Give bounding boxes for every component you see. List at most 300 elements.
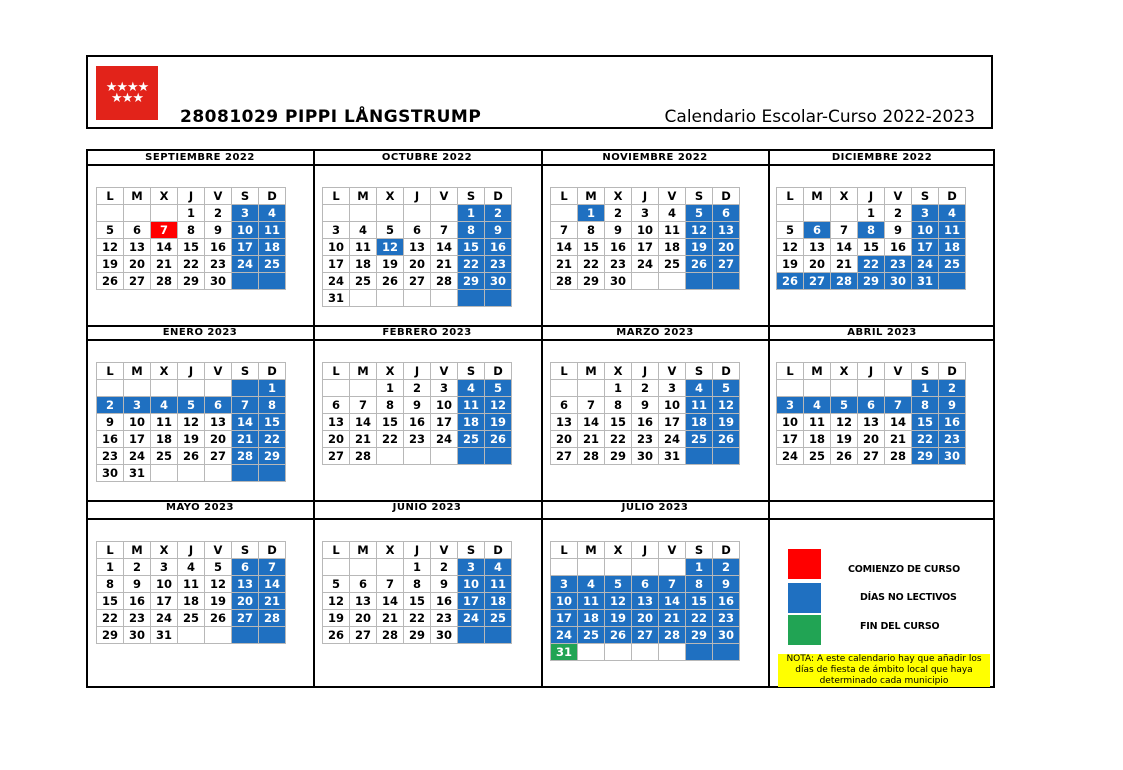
- day-cell: 23: [97, 448, 124, 465]
- weekday-label: M: [350, 188, 377, 205]
- empty-cell: [232, 273, 259, 290]
- day-cell: 12: [323, 593, 350, 610]
- weekday-label: V: [885, 188, 912, 205]
- day-cell: 8: [259, 397, 286, 414]
- day-cell: 8: [404, 576, 431, 593]
- day-cell: 11: [458, 397, 485, 414]
- day-cell: 10: [124, 414, 151, 431]
- day-cell: 9: [632, 397, 659, 414]
- day-cell: 18: [804, 431, 831, 448]
- day-cell: 14: [431, 239, 458, 256]
- weekday-label: V: [205, 188, 232, 205]
- day-cell: 23: [632, 431, 659, 448]
- day-cell: 30: [431, 627, 458, 644]
- day-cell: 16: [431, 593, 458, 610]
- day-cell: 10: [912, 222, 939, 239]
- day-cell: 21: [551, 256, 578, 273]
- weekday-header-row: [97, 188, 286, 205]
- weekday-label: J: [178, 363, 205, 380]
- empty-cell: [124, 380, 151, 397]
- empty-cell: [350, 290, 377, 307]
- weekday-header-row: [777, 363, 966, 380]
- day-cell: 4: [485, 559, 512, 576]
- empty-cell: [485, 448, 512, 465]
- day-cell: 6: [232, 559, 259, 576]
- empty-cell: [232, 465, 259, 482]
- week-row: [97, 465, 286, 482]
- week-row: [551, 256, 740, 273]
- weekday-label: J: [858, 363, 885, 380]
- day-cell: 3: [323, 222, 350, 239]
- day-cell: 18: [939, 239, 966, 256]
- day-cell: 21: [659, 610, 686, 627]
- empty-cell: [151, 465, 178, 482]
- day-cell: 15: [404, 593, 431, 610]
- weekday-label: X: [377, 542, 404, 559]
- weekday-label: M: [578, 188, 605, 205]
- day-cell: 13: [124, 239, 151, 256]
- week-row: [97, 380, 286, 397]
- week-row: [777, 414, 966, 431]
- day-cell: 30: [605, 273, 632, 290]
- day-cell: 7: [151, 222, 178, 239]
- day-cell: 30: [939, 448, 966, 465]
- day-cell: 12: [777, 239, 804, 256]
- weekday-header-row: [323, 188, 512, 205]
- day-cell: 11: [350, 239, 377, 256]
- day-cell: 25: [659, 256, 686, 273]
- day-cell: 17: [659, 414, 686, 431]
- row-divider: [88, 518, 993, 520]
- day-cell: 16: [939, 414, 966, 431]
- day-cell: 20: [858, 431, 885, 448]
- day-cell: 10: [632, 222, 659, 239]
- day-cell: 8: [377, 397, 404, 414]
- weekday-label: X: [377, 188, 404, 205]
- day-cell: 12: [686, 222, 713, 239]
- weekday-label: D: [713, 542, 740, 559]
- day-cell: 8: [578, 222, 605, 239]
- week-row: [97, 431, 286, 448]
- weekday-label: X: [605, 542, 632, 559]
- day-cell: 13: [404, 239, 431, 256]
- day-cell: 23: [485, 256, 512, 273]
- day-cell: 14: [259, 576, 286, 593]
- day-cell: 19: [605, 610, 632, 627]
- day-cell: 24: [323, 273, 350, 290]
- day-cell: 25: [259, 256, 286, 273]
- day-cell: 22: [377, 431, 404, 448]
- empty-cell: [205, 627, 232, 644]
- weekday-label: S: [458, 363, 485, 380]
- weekday-label: D: [485, 542, 512, 559]
- day-cell: 8: [605, 397, 632, 414]
- empty-cell: [404, 290, 431, 307]
- day-cell: 18: [178, 593, 205, 610]
- weekday-label: J: [404, 188, 431, 205]
- weekday-header-row: [97, 542, 286, 559]
- month-title: ENERO 2023: [162, 327, 238, 338]
- empty-cell: [377, 205, 404, 222]
- day-cell: 16: [713, 593, 740, 610]
- day-cell: 27: [404, 273, 431, 290]
- legend-start-label: COMIENZO DE CURSO: [848, 564, 960, 575]
- day-cell: 3: [659, 380, 686, 397]
- week-row: [551, 205, 740, 222]
- empty-cell: [97, 380, 124, 397]
- day-cell: 19: [485, 414, 512, 431]
- week-row: [777, 273, 966, 290]
- month-calendar: [96, 187, 286, 290]
- day-cell: 23: [713, 610, 740, 627]
- empty-cell: [777, 380, 804, 397]
- day-cell: 12: [605, 593, 632, 610]
- empty-cell: [804, 380, 831, 397]
- day-cell: 6: [350, 576, 377, 593]
- day-cell: 20: [404, 256, 431, 273]
- day-cell: 3: [551, 576, 578, 593]
- day-cell: 8: [912, 397, 939, 414]
- week-row: [323, 448, 512, 465]
- day-cell: 7: [659, 576, 686, 593]
- day-cell: 12: [205, 576, 232, 593]
- school-name: 28081029 PIPPI LÅNGSTRUMP: [180, 107, 482, 127]
- week-row: [97, 273, 286, 290]
- day-cell: 6: [404, 222, 431, 239]
- day-cell: 16: [605, 239, 632, 256]
- day-cell: 11: [939, 222, 966, 239]
- day-cell: 3: [912, 205, 939, 222]
- weekday-label: J: [178, 188, 205, 205]
- empty-cell: [377, 290, 404, 307]
- day-cell: 21: [431, 256, 458, 273]
- month-title: FEBRERO 2023: [382, 327, 472, 338]
- day-cell: 28: [151, 273, 178, 290]
- weekday-label: V: [659, 542, 686, 559]
- day-cell: 2: [485, 205, 512, 222]
- day-cell: 1: [458, 205, 485, 222]
- day-cell: 22: [259, 431, 286, 448]
- day-cell: 29: [97, 627, 124, 644]
- day-cell: 30: [205, 273, 232, 290]
- day-cell: 9: [404, 397, 431, 414]
- day-cell: 8: [458, 222, 485, 239]
- empty-cell: [605, 559, 632, 576]
- empty-cell: [458, 290, 485, 307]
- week-row: [97, 610, 286, 627]
- weekday-label: S: [686, 542, 713, 559]
- weekday-label: S: [458, 188, 485, 205]
- day-cell: 4: [939, 205, 966, 222]
- day-cell: 5: [831, 397, 858, 414]
- day-cell: 10: [151, 576, 178, 593]
- day-cell: 20: [205, 431, 232, 448]
- day-cell: 16: [885, 239, 912, 256]
- legend-end-swatch: [788, 615, 821, 645]
- empty-cell: [551, 205, 578, 222]
- weekday-label: X: [605, 363, 632, 380]
- day-cell: 20: [713, 239, 740, 256]
- day-cell: 5: [605, 576, 632, 593]
- empty-cell: [804, 205, 831, 222]
- weekday-label: D: [713, 188, 740, 205]
- weekday-label: J: [178, 542, 205, 559]
- day-cell: 26: [97, 273, 124, 290]
- week-row: [97, 205, 286, 222]
- day-cell: 25: [151, 448, 178, 465]
- weekday-label: S: [912, 188, 939, 205]
- day-cell: 9: [885, 222, 912, 239]
- day-cell: 14: [659, 593, 686, 610]
- weekday-label: S: [232, 542, 259, 559]
- weekday-label: X: [151, 542, 178, 559]
- day-cell: 21: [885, 431, 912, 448]
- weekday-label: M: [350, 542, 377, 559]
- week-row: [323, 414, 512, 431]
- empty-cell: [232, 627, 259, 644]
- day-cell: 21: [232, 431, 259, 448]
- weekday-label: D: [485, 363, 512, 380]
- week-row: [323, 239, 512, 256]
- day-cell: 22: [686, 610, 713, 627]
- day-cell: 12: [831, 414, 858, 431]
- day-cell: 20: [551, 431, 578, 448]
- day-cell: 28: [578, 448, 605, 465]
- weekday-label: L: [551, 363, 578, 380]
- day-cell: 11: [151, 414, 178, 431]
- week-row: [97, 627, 286, 644]
- week-row: [323, 576, 512, 593]
- weekday-label: J: [404, 542, 431, 559]
- empty-cell: [259, 465, 286, 482]
- day-cell: 9: [205, 222, 232, 239]
- empty-cell: [377, 448, 404, 465]
- weekday-label: V: [205, 363, 232, 380]
- empty-cell: [323, 559, 350, 576]
- empty-cell: [686, 448, 713, 465]
- day-cell: 19: [205, 593, 232, 610]
- day-cell: 2: [885, 205, 912, 222]
- day-cell: 6: [205, 397, 232, 414]
- month-calendar: [776, 187, 966, 290]
- day-cell: 25: [458, 431, 485, 448]
- day-cell: 24: [151, 610, 178, 627]
- weekday-label: S: [912, 363, 939, 380]
- day-cell: 26: [178, 448, 205, 465]
- empty-cell: [178, 465, 205, 482]
- weekday-header-row: [551, 542, 740, 559]
- day-cell: 13: [804, 239, 831, 256]
- day-cell: 4: [686, 380, 713, 397]
- day-cell: 29: [858, 273, 885, 290]
- weekday-label: S: [232, 363, 259, 380]
- day-cell: 25: [939, 256, 966, 273]
- empty-cell: [323, 205, 350, 222]
- weekday-label: J: [404, 363, 431, 380]
- day-cell: 6: [551, 397, 578, 414]
- week-row: [97, 576, 286, 593]
- day-cell: 2: [205, 205, 232, 222]
- empty-cell: [605, 644, 632, 661]
- week-row: [777, 448, 966, 465]
- day-cell: 28: [350, 448, 377, 465]
- empty-cell: [659, 559, 686, 576]
- day-cell: 15: [377, 414, 404, 431]
- day-cell: 28: [659, 627, 686, 644]
- day-cell: 9: [713, 576, 740, 593]
- week-row: [551, 448, 740, 465]
- day-cell: 21: [350, 431, 377, 448]
- weekday-label: X: [377, 363, 404, 380]
- weekday-label: L: [777, 188, 804, 205]
- empty-cell: [458, 448, 485, 465]
- week-row: [777, 431, 966, 448]
- day-cell: 26: [377, 273, 404, 290]
- week-row: [323, 627, 512, 644]
- day-cell: 26: [777, 273, 804, 290]
- week-row: [551, 273, 740, 290]
- month-title: MAYO 2023: [166, 502, 234, 513]
- week-row: [777, 222, 966, 239]
- day-cell: 30: [632, 448, 659, 465]
- week-row: [97, 239, 286, 256]
- day-cell: 29: [404, 627, 431, 644]
- week-row: [551, 644, 740, 661]
- day-cell: 23: [124, 610, 151, 627]
- day-cell: 14: [232, 414, 259, 431]
- day-cell: 29: [458, 273, 485, 290]
- day-cell: 30: [713, 627, 740, 644]
- weekday-label: L: [97, 188, 124, 205]
- month-calendar: [322, 362, 512, 465]
- weekday-label: L: [777, 363, 804, 380]
- logo-stars-top: ★★★★: [105, 80, 149, 95]
- day-cell: 15: [578, 239, 605, 256]
- day-cell: 17: [232, 239, 259, 256]
- day-cell: 18: [686, 414, 713, 431]
- day-cell: 22: [858, 256, 885, 273]
- day-cell: 1: [404, 559, 431, 576]
- weekday-label: D: [939, 188, 966, 205]
- week-row: [97, 559, 286, 576]
- day-cell: 2: [431, 559, 458, 576]
- weekday-label: L: [97, 542, 124, 559]
- day-cell: 6: [632, 576, 659, 593]
- empty-cell: [551, 380, 578, 397]
- day-cell: 11: [578, 593, 605, 610]
- empty-cell: [458, 627, 485, 644]
- month-title: OCTUBRE 2022: [381, 152, 473, 163]
- day-cell: 16: [485, 239, 512, 256]
- day-cell: 10: [458, 576, 485, 593]
- logo-stars-bottom: ★★★: [111, 91, 143, 106]
- day-cell: 5: [485, 380, 512, 397]
- day-cell: 27: [350, 627, 377, 644]
- day-cell: 12: [713, 397, 740, 414]
- day-cell: 10: [777, 414, 804, 431]
- day-cell: 25: [804, 448, 831, 465]
- day-cell: 23: [205, 256, 232, 273]
- day-cell: 3: [777, 397, 804, 414]
- weekday-label: V: [659, 188, 686, 205]
- weekday-header-row: [323, 542, 512, 559]
- day-cell: 5: [377, 222, 404, 239]
- empty-cell: [777, 205, 804, 222]
- day-cell: 28: [259, 610, 286, 627]
- day-cell: 23: [431, 610, 458, 627]
- day-cell: 7: [885, 397, 912, 414]
- weekday-label: L: [323, 188, 350, 205]
- day-cell: 30: [485, 273, 512, 290]
- day-cell: 11: [485, 576, 512, 593]
- day-cell: 24: [124, 448, 151, 465]
- day-cell: 29: [686, 627, 713, 644]
- week-row: [551, 559, 740, 576]
- empty-cell: [632, 559, 659, 576]
- column-divider: [768, 151, 770, 686]
- day-cell: 28: [885, 448, 912, 465]
- day-cell: 1: [686, 559, 713, 576]
- empty-cell: [485, 627, 512, 644]
- day-cell: 23: [404, 431, 431, 448]
- row-divider: [88, 339, 993, 341]
- day-cell: 24: [232, 256, 259, 273]
- weekday-label: S: [458, 542, 485, 559]
- month-title: ABRIL 2023: [847, 327, 917, 338]
- weekday-label: X: [831, 188, 858, 205]
- day-cell: 18: [578, 610, 605, 627]
- day-cell: 12: [178, 414, 205, 431]
- day-cell: 23: [885, 256, 912, 273]
- day-cell: 22: [97, 610, 124, 627]
- day-cell: 31: [551, 644, 578, 661]
- day-cell: 17: [458, 593, 485, 610]
- day-cell: 17: [777, 431, 804, 448]
- day-cell: 29: [259, 448, 286, 465]
- day-cell: 4: [350, 222, 377, 239]
- day-cell: 12: [377, 239, 404, 256]
- empty-cell: [404, 205, 431, 222]
- day-cell: 1: [858, 205, 885, 222]
- day-cell: 8: [686, 576, 713, 593]
- weekday-label: S: [686, 188, 713, 205]
- day-cell: 18: [259, 239, 286, 256]
- day-cell: 14: [151, 239, 178, 256]
- weekday-label: D: [259, 542, 286, 559]
- day-cell: 20: [232, 593, 259, 610]
- month-title: MARZO 2023: [616, 327, 694, 338]
- day-cell: 26: [485, 431, 512, 448]
- legend-start-swatch: [788, 549, 821, 579]
- day-cell: 30: [97, 465, 124, 482]
- weekday-label: J: [632, 363, 659, 380]
- day-cell: 1: [912, 380, 939, 397]
- day-cell: 1: [578, 205, 605, 222]
- empty-cell: [259, 273, 286, 290]
- week-row: [777, 256, 966, 273]
- weekday-label: V: [885, 363, 912, 380]
- day-cell: 5: [97, 222, 124, 239]
- month-calendar: [776, 362, 966, 465]
- day-cell: 15: [259, 414, 286, 431]
- weekday-label: D: [259, 188, 286, 205]
- day-cell: 6: [323, 397, 350, 414]
- day-cell: 9: [431, 576, 458, 593]
- weekday-label: V: [431, 188, 458, 205]
- weekday-label: V: [431, 542, 458, 559]
- day-cell: 20: [632, 610, 659, 627]
- week-row: [97, 222, 286, 239]
